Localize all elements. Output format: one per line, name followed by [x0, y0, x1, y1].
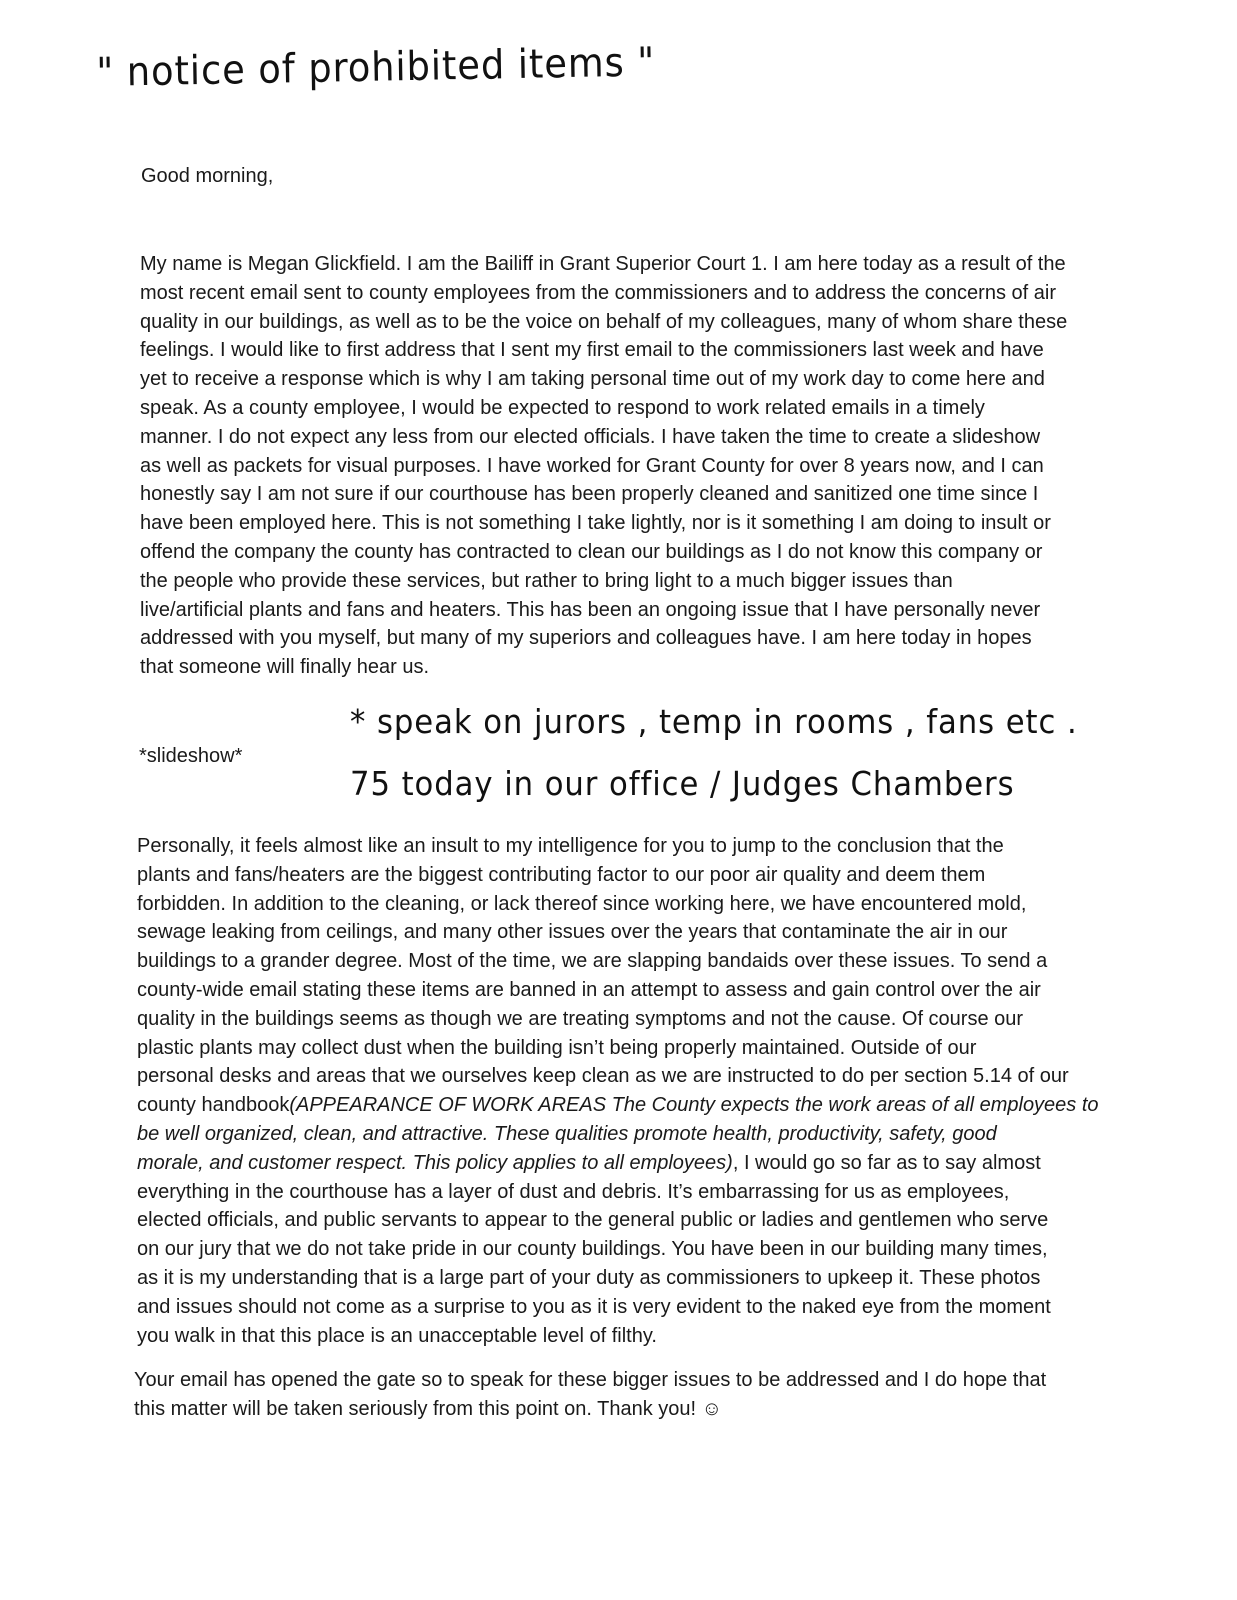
text-line: yet to receive a response which is why I am taking personal time out of my work day to come here and	[140, 368, 1045, 391]
text-line: as it is my understanding that is a large part of your duty as commissioners to upkeep it. These photos	[137, 1266, 1041, 1289]
text-line-quote	[137, 1120, 1077, 1149]
text-line: addressed with you myself, but many of my superiors and colleagues have. I am here today in hopes	[140, 627, 1032, 650]
handwritten-note-line-1: * speak on jurors , temp in rooms , fans etc .	[350, 702, 1078, 741]
paragraph-main	[137, 832, 1099, 1350]
quote-lead: county handbook	[137, 1094, 290, 1117]
text-line: everything in the courthouse has a layer of dust and debris. It’s embarrassing for us as employees,	[137, 1180, 1010, 1203]
text-line: buildings to a grander degree. Most of the time, we are slapping bandaids over these issues. To send a	[137, 950, 1048, 973]
text-line: as well as packets for visual purposes. I have worked for Grant County for over 8 years now, and I can	[140, 454, 1044, 477]
text-line: you walk in that this place is an unacceptable level of filthy.	[137, 1324, 657, 1347]
quote-tail: , I would go so far as to say almost	[732, 1151, 1041, 1174]
handwritten-note-line-2: 75 today in our office / Judges Chambers	[350, 764, 1015, 803]
text-line: elected officials, and public servants to appear to the general public or ladies and gentlemen who serve	[137, 1209, 1049, 1232]
text-line: plants and fans/heaters are the biggest contributing factor to our poor air quality and deem them	[137, 863, 986, 886]
text-line: have been employed here. This is not something I take lightly, nor is it something I am doing to insult or	[140, 512, 1051, 535]
text-line: plastic plants may collect dust when the building isn’t being properly maintained. Outside of our	[137, 1036, 977, 1059]
text-line: quality in our buildings, as well as to be the voice on behalf of my colleagues, many of whom share these	[140, 310, 1068, 333]
text-line: My name is Megan Glickfield. I am the Bailiff in Grant Superior Court 1. I am here today as a result of the	[140, 253, 1066, 275]
text-line: offend the company the county has contracted to clean our buildings as I do not know this company or	[140, 540, 1043, 563]
handbook-quote-part-2: be well organized, clean, and attractive. These qualities promote health, productivity, safety, good	[137, 1122, 997, 1145]
text-line: most recent email sent to county employees from the commissioners and to address the concerns of air	[140, 281, 1056, 304]
handbook-quote-part-1: (APPEARANCE OF WORK AREAS The County expects the work areas of all employees to	[289, 1094, 1099, 1117]
text-line: forbidden. In addition to the cleaning, or lack thereof since working here, we have encountered mold,	[137, 892, 1027, 915]
text-line: that someone will finally hear us.	[140, 656, 430, 679]
text-line: feelings. I would like to first address that I sent my first email to the commissioners last week and have	[140, 339, 1044, 362]
paragraph-closing	[134, 1366, 1074, 1424]
text-line-quote-end	[137, 1149, 1077, 1178]
paragraph-intro	[140, 250, 1080, 682]
handwritten-title: " notice of prohibited items "	[96, 39, 656, 96]
greeting: Good morning,	[141, 165, 274, 187]
text-line: live/artificial plants and fans and heaters. This has been an ongoing issue that I have personally never	[140, 598, 1041, 621]
text-line: sewage leaking from ceilings, and many other issues over the years that contaminate the air in our	[137, 921, 1008, 944]
handbook-quote-part-3: morale, and customer respect. This policy applies to all employees)	[137, 1151, 733, 1174]
text-line: on our jury that we do not take pride in our county buildings. You have been in our building many times,	[137, 1238, 1048, 1261]
text-line: Personally, it feels almost like an insult to my intelligence for you to jump to the conclusion that the	[137, 835, 1004, 857]
text-line: honestly say I am not sure if our courthouse has been properly cleaned and sanitized one time since I	[140, 483, 1039, 506]
text-line: speak. As a county employee, I would be expected to respond to work related emails in a timely	[140, 396, 985, 419]
slideshow-label: *slideshow*	[139, 745, 243, 767]
text-line: Your email has opened the gate so to speak for these bigger issues to be addressed and I do hope that	[134, 1369, 1047, 1391]
text-line: the people who provide these services, but rather to bring light to a much bigger issues than	[140, 569, 953, 592]
text-line: this matter will be taken seriously from this point on. Thank you! ☺	[134, 1397, 723, 1420]
text-line: manner. I do not expect any less from our elected officials. I have taken the time to create a slideshow	[140, 425, 1041, 448]
text-line: personal desks and areas that we ourselves keep clean as we are instructed to do per section 5.14 of our	[137, 1065, 1069, 1088]
text-line: and issues should not come as a surprise to you as it is very evident to the naked eye from the moment	[137, 1295, 1051, 1318]
text-line: county-wide email stating these items are banned in an attempt to assess and gain control over the air	[137, 978, 1041, 1001]
text-line: quality in the buildings seems as though we are treating symptoms and not the cause. Of course our	[137, 1007, 1024, 1030]
text-line-quote-start	[137, 1091, 1099, 1120]
